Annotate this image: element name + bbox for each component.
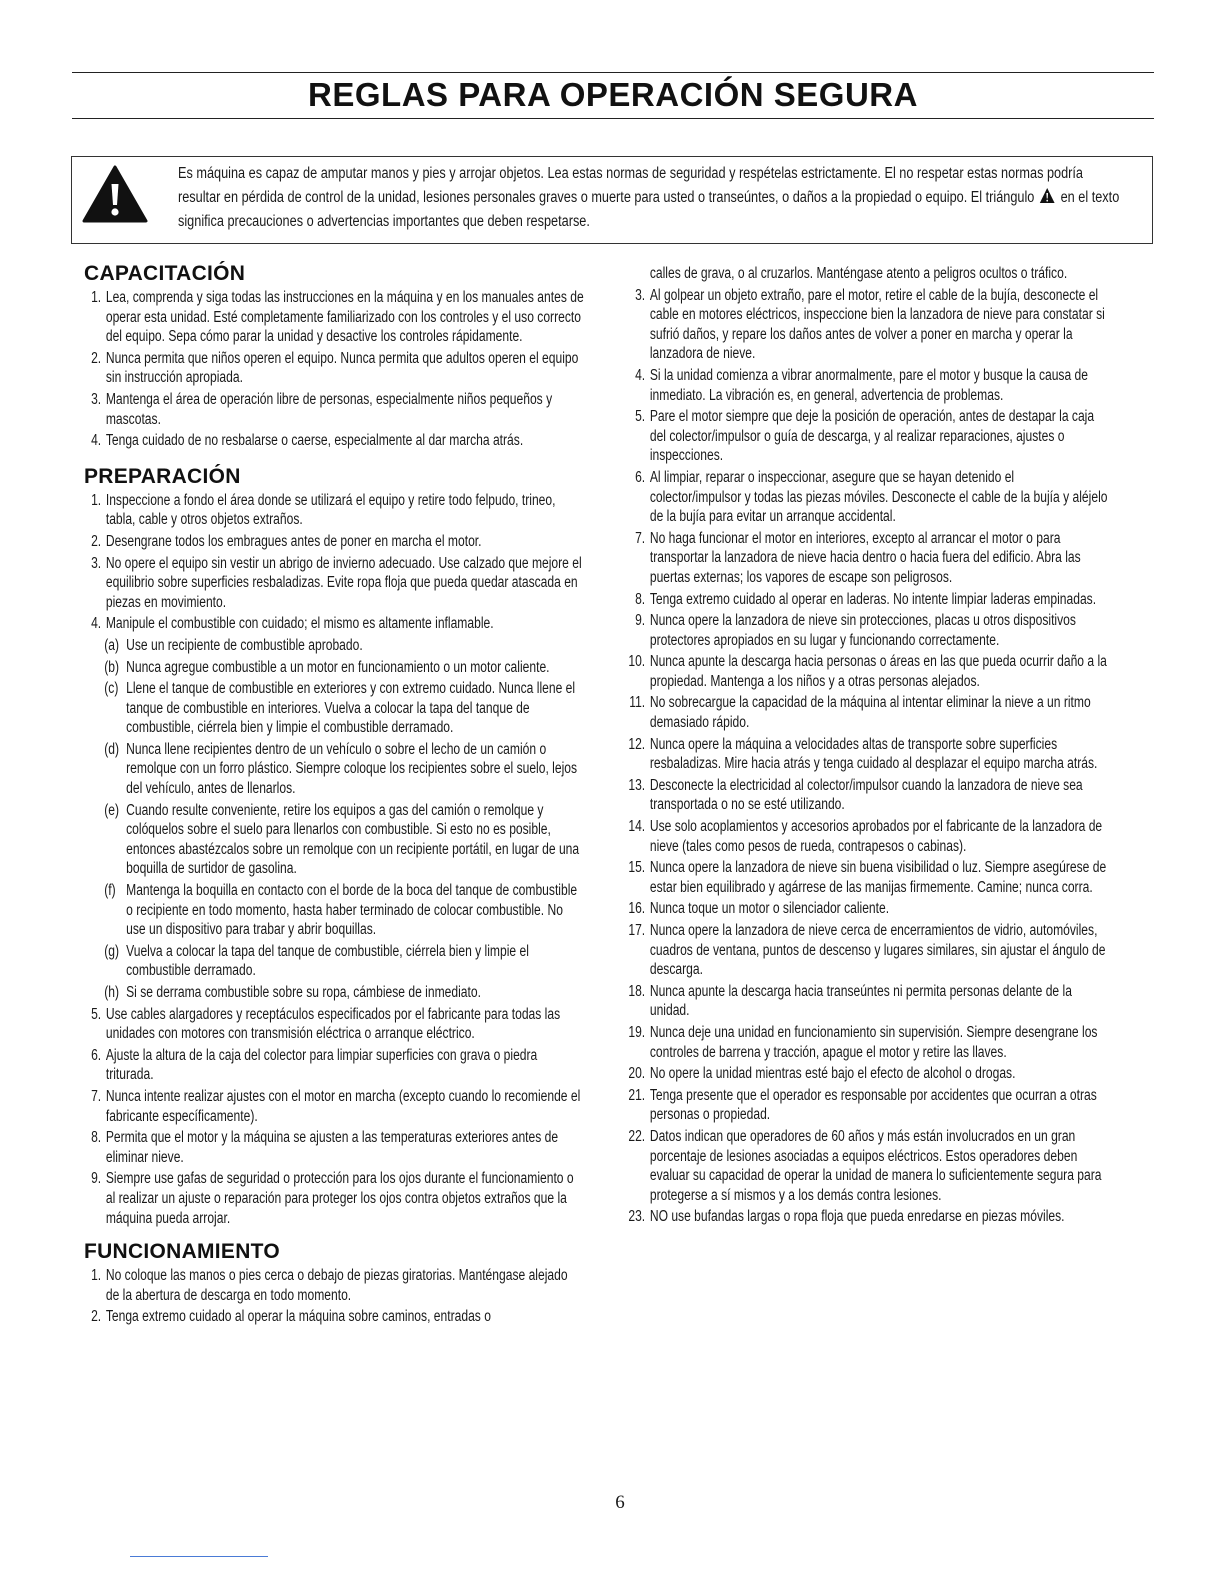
subitem-label: (d) [104,740,120,758]
capacitacion-list [84,288,584,451]
item-number: 10. [628,653,646,671]
item-number: 6. [635,468,646,486]
funcionamiento-item [628,735,1108,774]
item-text: Datos indican que operadores de 60 años y más están involucrados en un gran porcentaje de lesiones asociadas a equipos eléctricos. Estos operadores deben evaluar su capacidad de operar la unidad de manera lo suficientemente segura para protegerse a sí mismos y a los demás contra lesiones. [649,1127,1102,1204]
item-number: 2. [91,1308,102,1326]
funcionamiento-list-left [84,1266,584,1327]
item-text: Pare el motor siempre que deje la posición de operación, antes de destapar la caja del colector/impulsor o guía de descarga, y al realizar reparaciones, ajustes o inspecciones. [649,408,1095,465]
funcionamiento-item [628,286,1108,364]
preparacion-item [84,554,584,613]
item-text: Tenga presente que el operador es responsable por accidentes que ocurran a otras personas o propiedad. [649,1086,1097,1124]
page-number: 6 [615,1492,625,1513]
item-text: No sobrecargue la capacidad de la máquina al intentar eliminar la nieve a un ritmo demasiado rápido. [649,694,1091,732]
item-number: 4. [91,615,102,633]
subitem-label: (c) [104,680,119,698]
item-number: 8. [91,1129,102,1147]
title-underline [72,118,1154,119]
preparacion-item [84,1005,584,1044]
item-number: 3. [91,554,102,572]
subitem-text: Mantenga la boquilla en contacto con el borde de la boca del tanque de combustible o recipiente en todo momento, hasta haber terminado de colocar combustible. No use un dispositivo para trabar y abrir boquillas. [126,882,578,939]
item-number: 1. [91,491,102,509]
item-text: Permita que el motor y la máquina se ajusten a las temperaturas exteriores antes de eliminar nieve. [105,1129,559,1166]
preparacion-subitem [104,983,584,1003]
item-number: 17. [628,922,646,939]
item-text: Desengrane todos los embragues antes de poner en marcha el motor. [105,532,482,550]
capacitacion-item [84,431,584,451]
item-number: 5. [91,1005,102,1023]
item-number: 8. [635,590,646,608]
subitem-label: (e) [104,801,120,819]
subitem-text: Si se derrama combustible sobre su ropa, cámbiese de inmediato. [126,984,481,1001]
item-text: No haga funcionar el motor en interiores, excepto al arrancar el motor o para transportar la lanzadora de nieve hacia dentro o hacia fuera del edificio. Abra las puertas externas; los vapores de escape son peligrosos. [649,529,1081,586]
item-number: 3. [91,390,102,408]
item-text: Mantenga el área de operación libre de personas, especialmente niños pequeños y mascotas. [105,390,553,428]
warning-text-part-1: Es máquina es capaz de amputar manos y pies y arrojar objetos. Lea estas normas de seguridad y respételas estrictamente. El no respetar estas normas podría resultar en pérdida de control de la unidad, lesiones personales graves o muerte para usted o transeúntes, o daños a la propiedad o equipo. El triángulo [178,165,1083,206]
funcionamiento-item [628,611,1108,650]
funcionamiento-item [628,529,1108,588]
funcionamiento-list-right [628,286,1108,1227]
item-number: 3. [635,286,646,304]
item-text: Tenga extremo cuidado al operar en laderas. No intente limpiar laderas empinadas. [649,590,1097,608]
preparacion-item [84,614,584,634]
item-text: No opere la unidad mientras esté bajo el efecto de alcohol o drogas. [649,1065,1016,1083]
item-number: 20. [628,1065,646,1083]
subitem-label: (f) [104,882,116,900]
item-text: Nunca apunte la descarga hacia personas o áreas en las que pueda ocurrir daño a la propiedad. Mantenga a los niños y a otras personas alejados. [649,653,1107,690]
inline-warning-triangle-icon [1039,187,1055,204]
continuation-paragraph [628,264,1108,284]
funcionamiento-item [628,1064,1108,1084]
item-number: 7. [91,1087,102,1105]
funcionamiento-item [628,1207,1108,1227]
subitem-label: (a) [104,636,120,654]
funcionamiento-item [628,1023,1108,1062]
subitem-text: Nunca agregue combustible a un motor en funcionamiento o un motor caliente. [126,658,550,676]
item-text: Nunca opere la lanzadora de nieve sin buena visibilidad o luz. Siempre asegúrese de estar bien equilibrado y agárrese de las manijas firmemente. Camine; nunca corra. [649,859,1107,896]
item-number: 16. [628,900,646,918]
preparacion-subitem [104,942,584,981]
item-text: Ajuste la altura de la caja del colector para limpiar superficies con grava o piedra triturada. [105,1046,538,1084]
funcionamiento-item [628,776,1108,815]
capacitacion-item [84,349,584,388]
item-number: 13. [628,776,646,794]
right-column-content [628,264,1108,1227]
funcionamiento-item [628,921,1108,980]
preparacion-item [84,1128,584,1167]
preparacion-item [84,491,584,530]
item-text: Al limpiar, reparar o inspeccionar, asegure que se hayan detenido el colector/impulsor y todas las piezas móviles. Desconecte el cable de la bujía y aléjelo de la bujía para evitar un arranque accidental. [649,468,1108,526]
preparacion-item [84,1169,584,1228]
item-text: NO use bufandas largas o ropa floja que pueda enredarse en piezas móviles. [649,1208,1065,1226]
preparacion-subitem [104,658,584,678]
item-number: 4. [635,366,646,384]
funcionamiento-item [628,693,1108,732]
warning-triangle-icon [82,165,148,223]
subitem-text: Llene el tanque de combustible en exteriores y con extremo cuidado. Nunca llene el tanque de combustible en interiores. Vuelva a colocar la tapa del tanque de combustible, ciérrela bien y limpie el combustible derramado. [126,680,576,737]
item-text: Nunca opere la máquina a velocidades altas de transporte sobre superficies resbaladizas. Mire hacia atrás y tenga cuidado al desplazar el equipo marcha atrás. [649,735,1098,773]
item-text: Si la unidad comienza a vibrar anormalmente, pare el motor y busque la causa de inmediato. La vibración es, en general, advertencia de problemas. [649,366,1089,404]
subitem-text: Use un recipiente de combustible aprobado. [126,636,363,654]
item-number: 21. [628,1086,646,1104]
subitem-text: Vuelva a colocar la tapa del tanque de combustible, ciérrela bien y limpie el combustible derramado. [126,942,529,980]
item-number: 19. [628,1023,646,1041]
item-text: Lea, comprenda y siga todas las instrucciones en la máquina y en los manuales antes de operar esta unidad. Esté completamente familiarizado con los controles y el uso correcto del equipo. Sepa cómo parar la unidad y desactive los controles rápidamente. [105,289,584,346]
subitem-text: Cuando resulte conveniente, retire los equipos a gas del camión o remolque y colóquelos sobre el suelo para llenarlos con combustible. Si esto no es posible, entonces abastézcalos sobre un remolque con un recipiente portátil, en lugar de una boquilla de surtidor de gasolina. [126,801,580,878]
item-text: Nunca opere la lanzadora de nieve sin protecciones, placas u otros dispositivos protectores apropiados en su lugar y funcionando correctamente. [649,612,1076,649]
left-column-content [84,262,584,1327]
funcionamiento-item [84,1266,584,1305]
continuation-text: calles de grava, o al cruzarlos. Manténgase atento a peligros ocultos o tráfico. [649,265,1068,282]
item-text: Use cables alargadores y receptáculos especificados por el fabricante para todas las unidades con motores con transmisión eléctrica o arranque eléctrico. [105,1005,561,1043]
item-text: Nunca opere la lanzadora de nieve cerca de encerramientos de vidrio, automóviles, cuadros de ventana, puntos de descenso y lugares similares, sin ajustar el ángulo de descarga. [649,922,1106,979]
funcionamiento-item [628,1086,1108,1125]
preparacion-item [84,532,584,552]
funcionamiento-item [628,590,1108,610]
item-number: 6. [91,1046,102,1064]
subitem-text: Nunca llene recipientes dentro de un vehículo o sobre el lecho de un camión o remolque con un forro plástico. Siempre coloque los recipientes sobre el suelo, lejos del vehículo, antes de llenarlos. [126,740,578,798]
item-number: 15. [628,859,646,877]
item-text: Inspeccione a fondo el área donde se utilizará el equipo y retire todo felpudo, trineo, tabla, cable y otros objetos extraños. [105,491,556,529]
funcionamiento-item [628,899,1108,919]
item-text: Tenga extremo cuidado al operar la máquina sobre caminos, entradas o [105,1308,491,1326]
item-number: 14. [628,818,646,836]
item-number: 1. [91,1267,102,1285]
item-number: 18. [628,982,646,1000]
item-number: 2. [91,349,102,367]
capacitacion-item [84,390,584,429]
item-text: Al golpear un objeto extraño, pare el motor, retire el cable de la bujía, desconecte el cable en motores eléctricos, inspeccione bien la lanzadora de nieve para constatar si sufrió daños, y repare los daños antes de volver a poner en marcha y operar la lanzadora de nieve. [649,286,1105,363]
item-text: Siempre use gafas de seguridad o protección para los ojos durante el funcionamiento o al realizar un ajuste o reparación para proteger los ojos contra objetos extraños que la máquina pueda arrojar. [105,1170,574,1227]
subitem-label: (g) [104,942,120,960]
item-text: Nunca apunte la descarga hacia transeúntes ni permita personas delante de la unidad. [649,982,1072,1020]
item-number: 22. [628,1127,646,1145]
item-text: Nunca toque un motor o silenciador caliente. [649,900,890,918]
page-title: REGLAS PARA OPERACIÓN SEGURA [308,76,918,113]
left-column [84,262,584,1329]
right-column [628,264,1108,1229]
item-number: 9. [635,612,646,630]
funcionamiento-item [628,366,1108,405]
subitem-label: (b) [104,658,120,676]
item-number: 9. [91,1170,102,1188]
item-number: 7. [635,529,646,547]
item-text: Nunca deje una unidad en funcionamiento sin supervisión. Siempre desengrane los controles de barrena y tracción, apague el motor y retire las llaves. [649,1023,1098,1061]
item-number: 1. [91,289,102,306]
item-text: Nunca permita que niños operen el equipo. Nunca permita que adultos operen el equipo sin instrucción apropiada. [105,349,579,387]
section-heading-capacitacion: CAPACITACIÓN [84,262,246,285]
funcionamiento-item [628,468,1108,527]
funcionamiento-item [628,1127,1108,1205]
preparacion-item [84,1046,584,1085]
funcionamiento-item [628,817,1108,856]
section-heading-preparacion: PREPARACIÓN [84,464,241,488]
preparacion-subitem [104,740,584,799]
funcionamiento-item [628,407,1108,466]
preparacion-item [84,1087,584,1126]
item-text: Manipule el combustible con cuidado; el mismo es altamente inflamable. [105,615,494,633]
funcionamiento-item [628,982,1108,1021]
item-text: Use solo acoplamientos y accesorios aprobados por el fabricante de la lanzadora de nieve (tales como pesos de rueda, contrapesos o cabinas). [649,818,1103,855]
warning-text [178,162,1121,234]
preparacion-subitems [84,636,584,1003]
item-text: Desconecte la electricidad al colector/impulsor cuando la lanzadora de nieve sea transportada o no se esté utilizando. [649,776,1083,814]
top-rule [72,72,1154,73]
preparacion-subitem [104,636,584,656]
item-text: No opere el equipo sin vestir un abrigo de invierno adecuado. Use calzado que mejore el equilibrio sobre superficies resbaladizas. Evite ropa floja que pueda quedar atascada en piezas en movimiento. [105,554,582,611]
item-number: 11. [629,694,646,712]
warning-text-part-2: en el texto significa precauciones o advertencias importantes que deben respetarse. [178,189,1120,230]
item-text: Nunca intente realizar ajustes con el motor en marcha (excepto cuando lo recomiende el fabricante específicamente). [105,1087,581,1125]
funcionamiento-item [84,1307,584,1327]
item-number: 5. [635,408,646,426]
preparacion-subitem [104,881,584,940]
section-heading-funcionamiento: FUNCIONAMIENTO [84,1240,280,1264]
footer-link-underline [130,1556,268,1557]
item-number: 4. [91,432,102,450]
item-number: 2. [91,532,102,550]
capacitacion-item [84,288,584,347]
preparacion-list-a [84,491,584,634]
item-number: 12. [628,735,646,753]
subitem-label: (h) [104,984,120,1001]
preparacion-list-b [84,1005,584,1229]
safety-warning-box [71,156,1153,244]
item-number: 23. [628,1208,646,1226]
preparacion-subitem [104,679,584,738]
item-text: No coloque las manos o pies cerca o debajo de piezas giratorias. Manténgase alejado de la abertura de descarga en todo momento. [105,1267,568,1304]
preparacion-subitem [104,801,584,879]
funcionamiento-item [628,858,1108,897]
item-text: Tenga cuidado de no resbalarse o caerse, especialmente al dar marcha atrás. [105,432,524,450]
funcionamiento-item [628,652,1108,691]
